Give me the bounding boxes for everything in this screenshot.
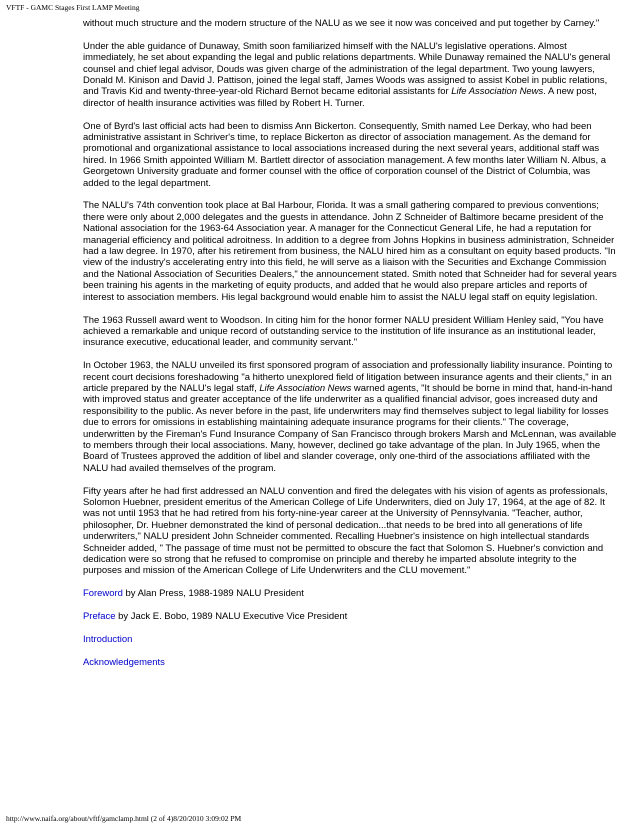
paragraph-3: One of Byrd's last official acts had been to dismiss Ann Bickerton. Consequently, Smith named Lee Derkay, who had been administrative assistant in Schriver's time, to replace Bickerton as director of association management. As the demand for promotional and organizational assistance to local associations increased during the next several years, additional staff was hired. In 1966 Smith appointed William M. Bartlett director of association management. A few months later William N. Albus, a Georgetown University graduate and former counsel with the office of corporation counsel of the District of Columbia, was added to the legal department.: [83, 120, 606, 189]
paragraph-2: [83, 41, 617, 109]
preface-line: [83, 611, 617, 622]
publication-title: Life Association News: [259, 382, 352, 394]
paragraph-7: Fifty years after he had first addressed an NALU convention and fired the delegates with his vision of agents as professionals, Solomon Huebner, president emeritus of the American College of Life Underwriters, died on July 17, 1964, at the age of 82. It was not until 1953 that he had retired from his forty-nine-year career at the University of Pennsylvania. "Teacher, author, philosopher, Dr. Huebner demonstrated the kind of personal dedication...that needs to be bred into all generations of life underwriters," NALU president John Schneider commented. Recalling Huebner's insistence on high intellectual standards Schneider added, " The passage of time must not be permitted to obscure the fact that Solomon S. Huebner's conviction and dedication were so strong that he refused to compromise on principle and thereby he imparted absolute integrity to the purposes and mission of the American College of Life Underwriters and the CLU movement.": [83, 485, 608, 577]
foreword-credit: by Alan Press, 1988-1989 NALU President: [122, 588, 304, 600]
acknowledgements-line: [83, 657, 617, 668]
paragraph-6-part-2: warned agents, "It should be borne in mind that, hand-in-hand with improved status and greater acceptance of the life underwriter as a qualified financial advisor, goes increased duty and responsibility to the public. As never before in the past, life underwriters may find themselves subject to legal liability for losses due to errors for omissions in establishing maintaining adequate insurance programs for their clients." The coverage, underwritten by the Fireman's Fund Insurance Company of San Francisco through brokers Marsh and McLennan, was available to members through their local associations. Many, however, declined go take advantage of the plan. In July 1965, when the Board of Trustees approved the addition of libel and slander coverage, only one-third of the associations affiliated with the NALU had availed themselves of the program.: [83, 382, 617, 474]
paragraph-4: The NALU's 74th convention took place at Bal Harbour, Florida. It was a small gathering compared to previous conventions; there were only about 2,000 delegates and the guests in attendance. John Z Schneider of Baltimore became president of the National association for the 1963-64 Association year. A manager for the Connecticut General Life, he had a reputation for managerial efficiency and political adroitness. In addition to a degree from Johns Hopkins in business administration, Schneider had a law degree. In 1970, after his retirement from business, the NALU hired him as a consultant on equity based products. "In view of the industry's accelerating entry into this field, he will serve as a liaison with the Securities and Exchange Commission and the National Association of Securities Dealers," the announcement stated. Smith noted that Schneider had for several years been training his agents in the marketing of equity products, and added that he would also prepare articles and reports of interest to association members. His legal background would enable him to assist the NALU legal staff on equity legislation.: [83, 200, 617, 303]
page-footer: http://www.naifa.org/about/vftf/gamclamp.html (2 of 4)8/20/2010 3:09:02 PM: [6, 814, 242, 823]
preface-credit: by Jack E. Bobo, 1989 NALU Executive Vice President: [115, 611, 348, 622]
introduction-line: [83, 634, 617, 645]
page-header: VFTF - GAMC Stages First LAMP Meeting: [6, 3, 140, 12]
paragraph-6: [83, 360, 617, 474]
paragraph-6-part-1: In October 1963, the NALU unveiled its first sponsored program of association and professionally liability insurance. Pointing to recent court decisions foreshadowing "a hitherto unexplored field of litigation between insurance agents and their clients," in an article prepared by the NALU's legal staff,: [83, 360, 613, 394]
paragraph-2-part-2: . A new post, director of health insurance activities was filled by Robert H. Turner.: [83, 86, 597, 109]
publication-title: Life Association News: [451, 86, 544, 98]
article-body: [83, 18, 617, 679]
paragraph-1: without much structure and the modern structure of the NALU as we see it now was conceived and put together by Carney.": [83, 18, 600, 29]
paragraph-2-part-1: Under the able guidance of Dunaway, Smith soon familiarized himself with the NALU's legislative operations. Almost immediately, he set about expanding the legal and public relations departments. While Dunaway remained the NALU's general counsel and chief legal advisor, Douds was given charge of the administration of the legal department. Two young lawyers, Donald M. Kinison and David J. Pattison, joined the legal staff, James Woods was assigned to assist Kobel in public relations, and Travis Kid and twenty-three-year-old Richard Bernot became editorial assistants for: [83, 40, 611, 98]
foreword-link[interactable]: Foreword: [83, 588, 123, 600]
introduction-link[interactable]: Introduction: [83, 633, 133, 645]
preface-link[interactable]: Preface: [83, 611, 116, 622]
foreword-line: [83, 588, 617, 599]
acknowledgements-link[interactable]: Acknowledgements: [83, 656, 165, 668]
paragraph-5: The 1963 Russell award went to Woodson. In citing him for the honor former NALU president William Henley said, "You have achieved a remarkable and unique record of outstanding service to the institution of life insurance as an institutional leader, insurance executive, educational leader, and community servant.": [83, 314, 604, 349]
